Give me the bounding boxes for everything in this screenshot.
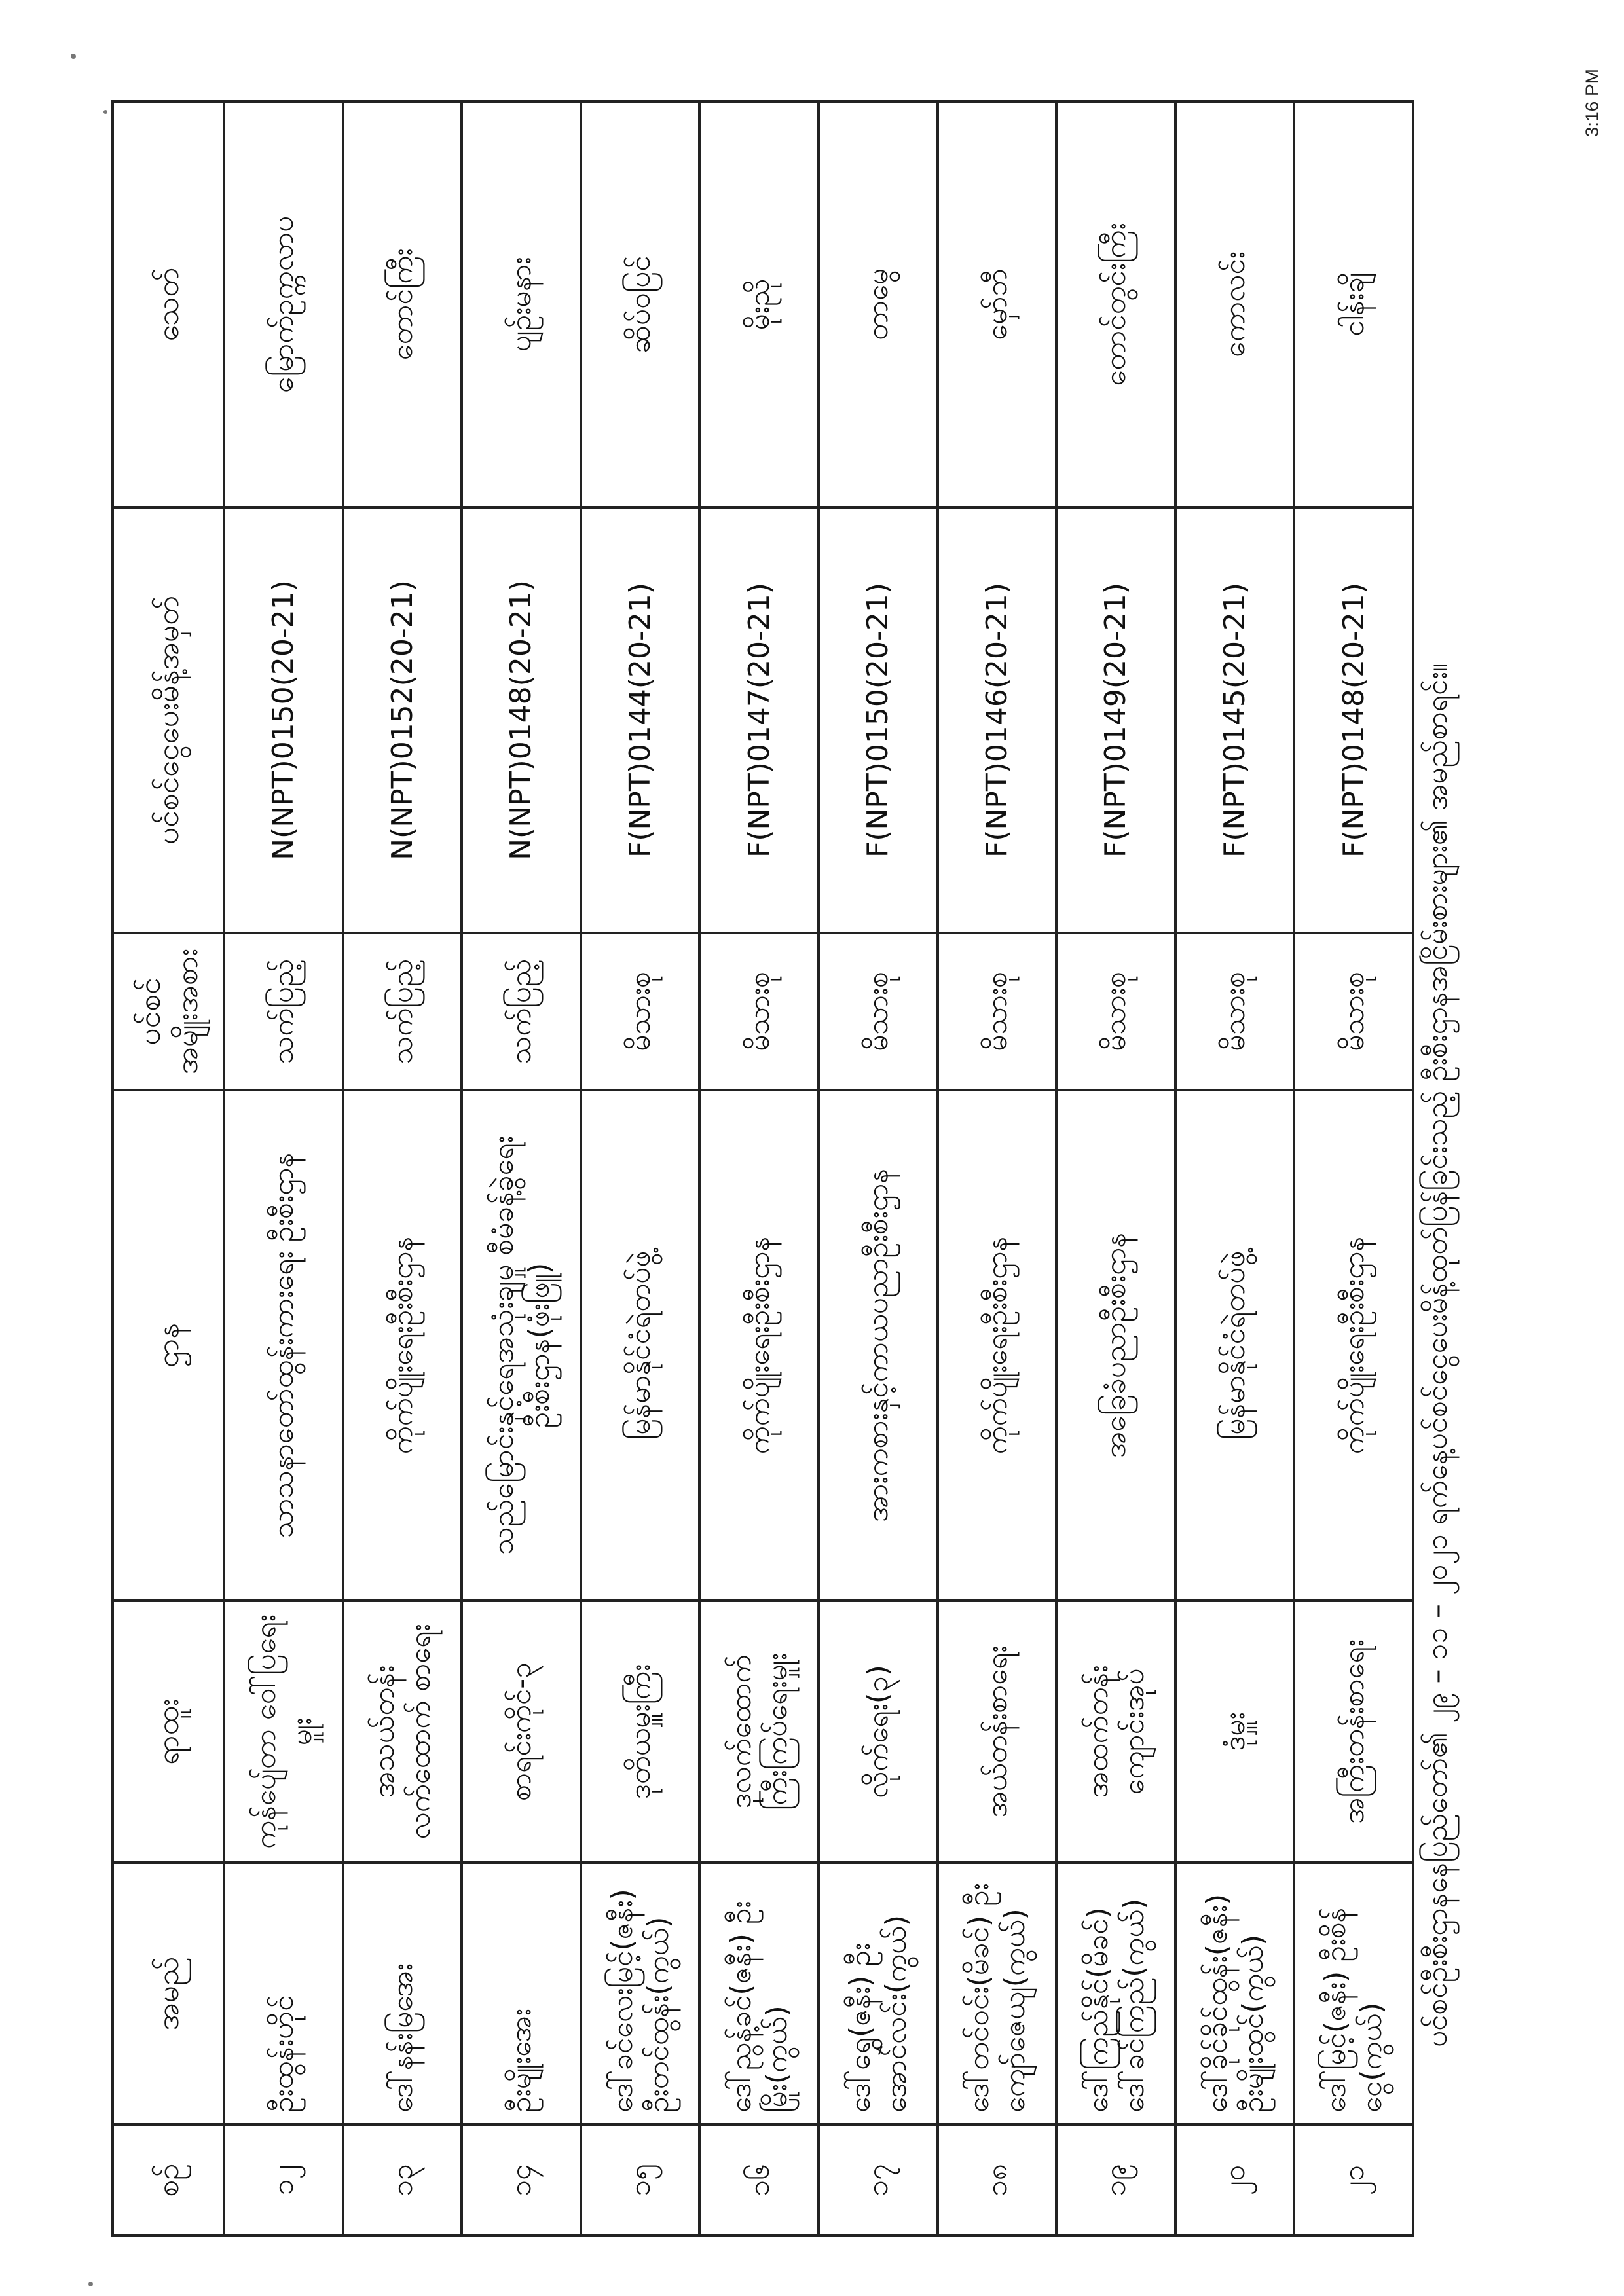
cell-name: ဒေါ်ခင်လေးမြင့်(ဇနီး) ဦးတင်ထွန်း(ကွယ်) <box>581 1863 700 2124</box>
cell-name: ဦးထွန်းဟိုင် <box>224 1863 343 2124</box>
cell-rank: အထက်တန်း ကျောင်းအုပ် <box>1056 1601 1175 1863</box>
table-row <box>462 101 581 2236</box>
cell-no: ၂၁ <box>1294 2124 1413 2236</box>
cell-pension-type: မိသားစု <box>1056 933 1175 1090</box>
cell-township: ပျဉ်းမနား <box>462 101 581 507</box>
cell-order-no: F(NPT)0148(20-21) <box>1294 507 1413 933</box>
table-row <box>1294 101 1413 2236</box>
cell-order-no: F(NPT)0144(20-21) <box>581 507 700 933</box>
cell-no: ၂၀ <box>1175 2124 1295 2236</box>
header-order-no: ပင်စင်ငွေပေးမိန့်အမှတ် <box>113 507 224 933</box>
cell-no: ၁၄ <box>462 2124 581 2236</box>
cell-dept: ကိုက်ပျိုးရေးဦးစီးဌာန <box>699 1090 819 1601</box>
cell-rank: ဒုလက်ထောက် ကြီးကြပ်ရေးမှုုး <box>699 1601 819 1863</box>
cell-order-no: F(NPT)0146(20-21) <box>938 507 1057 933</box>
cell-dept: အားကစားနှင့်ကာယပညာဦးစီးဌာန <box>819 1090 938 1601</box>
cell-pension-type: မိသားစု <box>1294 933 1413 1090</box>
cell-township: မှော်ဘီ <box>938 101 1057 507</box>
cell-pension-type: သက်ပြည့် <box>343 933 462 1090</box>
cell-rank: ဒုံမှူး <box>1175 1601 1295 1863</box>
cell-pension-type: သက်ပြည့် <box>224 933 343 1090</box>
cell-name: ဒေါ်မြင့်(ဇနီး) ဦးစိန်ငွေ(ကွယ်) <box>1294 1863 1413 2124</box>
table-header-row <box>113 101 224 2236</box>
cell-order-no: N(NPT)0150(20-21) <box>224 507 343 933</box>
cell-dept: ကိုက်ပျိုးရေးဦးစီးဌာန <box>938 1090 1057 1601</box>
cell-township: မိုးညို <box>699 101 819 507</box>
cell-dept: ကိုက်ပျိုးရေးဦးစီးဌာန <box>1294 1090 1413 1601</box>
cell-no: ၁၆ <box>699 2124 819 2236</box>
cell-dept: သည်မြောင်းနှင့်ရေအသုံးချမှု စီမံခန့်ခွဲရေးဦးစီးဌာန(ဖုံးဖြူ) <box>462 1090 581 1601</box>
cell-order-no: F(NPT)0147(20-21) <box>699 507 819 933</box>
cell-dept: အခြေခံပညာဦးစီးဌာန <box>1056 1090 1175 1601</box>
scan-timestamp: 3:16 PM <box>1581 69 1602 137</box>
table-row <box>581 101 700 2236</box>
cell-order-no: N(NPT)0148(20-21) <box>462 507 581 933</box>
header-dept: ဌာန <box>113 1090 224 1601</box>
cell-dept: သာသနာတော်ထွန်းကားရေး ဦးစီးဌာန <box>224 1090 343 1601</box>
cell-township: တာမွေ <box>819 101 938 507</box>
cell-no: ၁၅ <box>581 2124 700 2236</box>
cell-name: ဦးမျိုးအေး <box>462 1863 581 2124</box>
header-township: သေတ် <box>113 101 224 507</box>
cell-township: တောင်ကြီး <box>343 101 462 507</box>
header-pension-type: ပင်စင် အမျိုးအစား <box>113 933 224 1090</box>
cell-township: ဆိပ်ဝပြင် <box>581 101 700 507</box>
cell-rank: ကုန်ပျ်ေတာ ဝေါ်ပြရေးမှုုး <box>224 1601 343 1863</box>
cell-pension-type: သက်ပြည့် <box>462 933 581 1090</box>
cell-dept: မြန်မာနိုင်ငံရဲတပ်ဖွဲ့ <box>581 1090 700 1601</box>
cell-rank: အယ်တန်းစာရေး <box>938 1601 1057 1863</box>
cell-rank: အကြီးတန်းစာရေး <box>1294 1601 1413 1863</box>
table-row <box>938 101 1057 2236</box>
cell-dept: ကိုက်ပျိုးရေးဦးစီးဌာန <box>343 1090 462 1601</box>
pension-table <box>111 100 1414 2237</box>
cell-pension-type: မိသားစု <box>699 933 819 1090</box>
cell-no: ၁၇ <box>819 2124 938 2236</box>
cell-name: ဒေါ်ညွန့်ခင်(ဇနီး) ဦးမြိုး(ကွယ်) <box>699 1863 819 2124</box>
cell-pension-type: မိသားစု <box>938 933 1057 1090</box>
cell-pension-type: မိသားစု <box>581 933 700 1090</box>
cell-name: ဒေါ်နန်းမြအေး <box>343 1863 462 2124</box>
cell-pension-type: မိသားစု <box>1175 933 1295 1090</box>
table-row <box>1175 101 1295 2236</box>
cell-name: ဒေါ်တင်ဝင်း(မိခင်) ဦးကျော်ဇေယျ(ကွယ်) <box>938 1863 1057 2124</box>
table-row <box>343 101 462 2236</box>
header-no: စဉ် <box>113 2124 224 2236</box>
cell-township: ကောလင်း <box>1175 101 1295 507</box>
cell-order-no: F(NPT)0150(20-21) <box>819 507 938 933</box>
cell-name: ဒေါ်ရွှေ(ဇနီး) ဦးအောင်လင်း(ကွယ်) <box>819 1863 938 2124</box>
cell-township: တောင်တွင်းကြီး <box>1056 101 1175 507</box>
cell-no: ၁၉ <box>1056 2124 1175 2236</box>
cell-rank: ဒုတိယမှူးကြီး <box>581 1601 700 1863</box>
header-rank: ရာထူး <box>113 1601 224 1863</box>
table-row <box>699 101 819 2236</box>
cell-no: ၁၂ <box>224 2124 343 2236</box>
cell-no: ၁၈ <box>938 2124 1057 2236</box>
table-row <box>224 101 343 2236</box>
cell-order-no: F(NPT)0145(20-21) <box>1175 507 1295 933</box>
cell-name: ဒေါ်ခိုင်ခိုင်ထွန်း(ဇနီး) ဦးမျိုးထွင်(ကွယ်) <box>1175 1863 1295 2124</box>
document-title: ပင်စင်ဦးစီးဌာနနေပြည်တော်၏ ၂၉ – ၁၁ – ၂၀၂၁ ရက်နေ့ပင်စင်ငွေပေးမိန့်ထုတ်ပြန်ခြင်းသည့် ဦးစီးဌာနအငြိမ်းစားများ၏ အမည်စာရင်း။ <box>1420 663 1454 2047</box>
table-row <box>819 101 938 2236</box>
cell-dept: မြန်မာနိုင်ငံရဲတပ်ဖွဲ့ <box>1175 1090 1295 1601</box>
cell-order-no: F(NPT)0149(20-21) <box>1056 507 1175 933</box>
cell-rank: လိုက်ရေး(၃) <box>819 1601 938 1863</box>
table-row <box>1056 101 1175 2236</box>
cell-township: ငါန်းချိ <box>1294 101 1413 507</box>
header-name: အမည် <box>113 1863 224 2124</box>
cell-no: ၁၃ <box>343 2124 462 2236</box>
cell-rank: စာရင်းကိုင်-၃ <box>462 1601 581 1863</box>
cell-order-no: N(NPT)0152(20-21) <box>343 507 462 933</box>
cell-rank: အသယ်တန်းလက်ထောက် စာရေး <box>343 1601 462 1863</box>
cell-pension-type: မိသားစု <box>819 933 938 1090</box>
cell-township: မြောက်ဥက္ကလာပ <box>224 101 343 507</box>
cell-name: ဒေါ်ကြည်နိုင်(မိခင်) ဒေါ်ခင်ကြည်(ကွယ်) <box>1056 1863 1175 2124</box>
